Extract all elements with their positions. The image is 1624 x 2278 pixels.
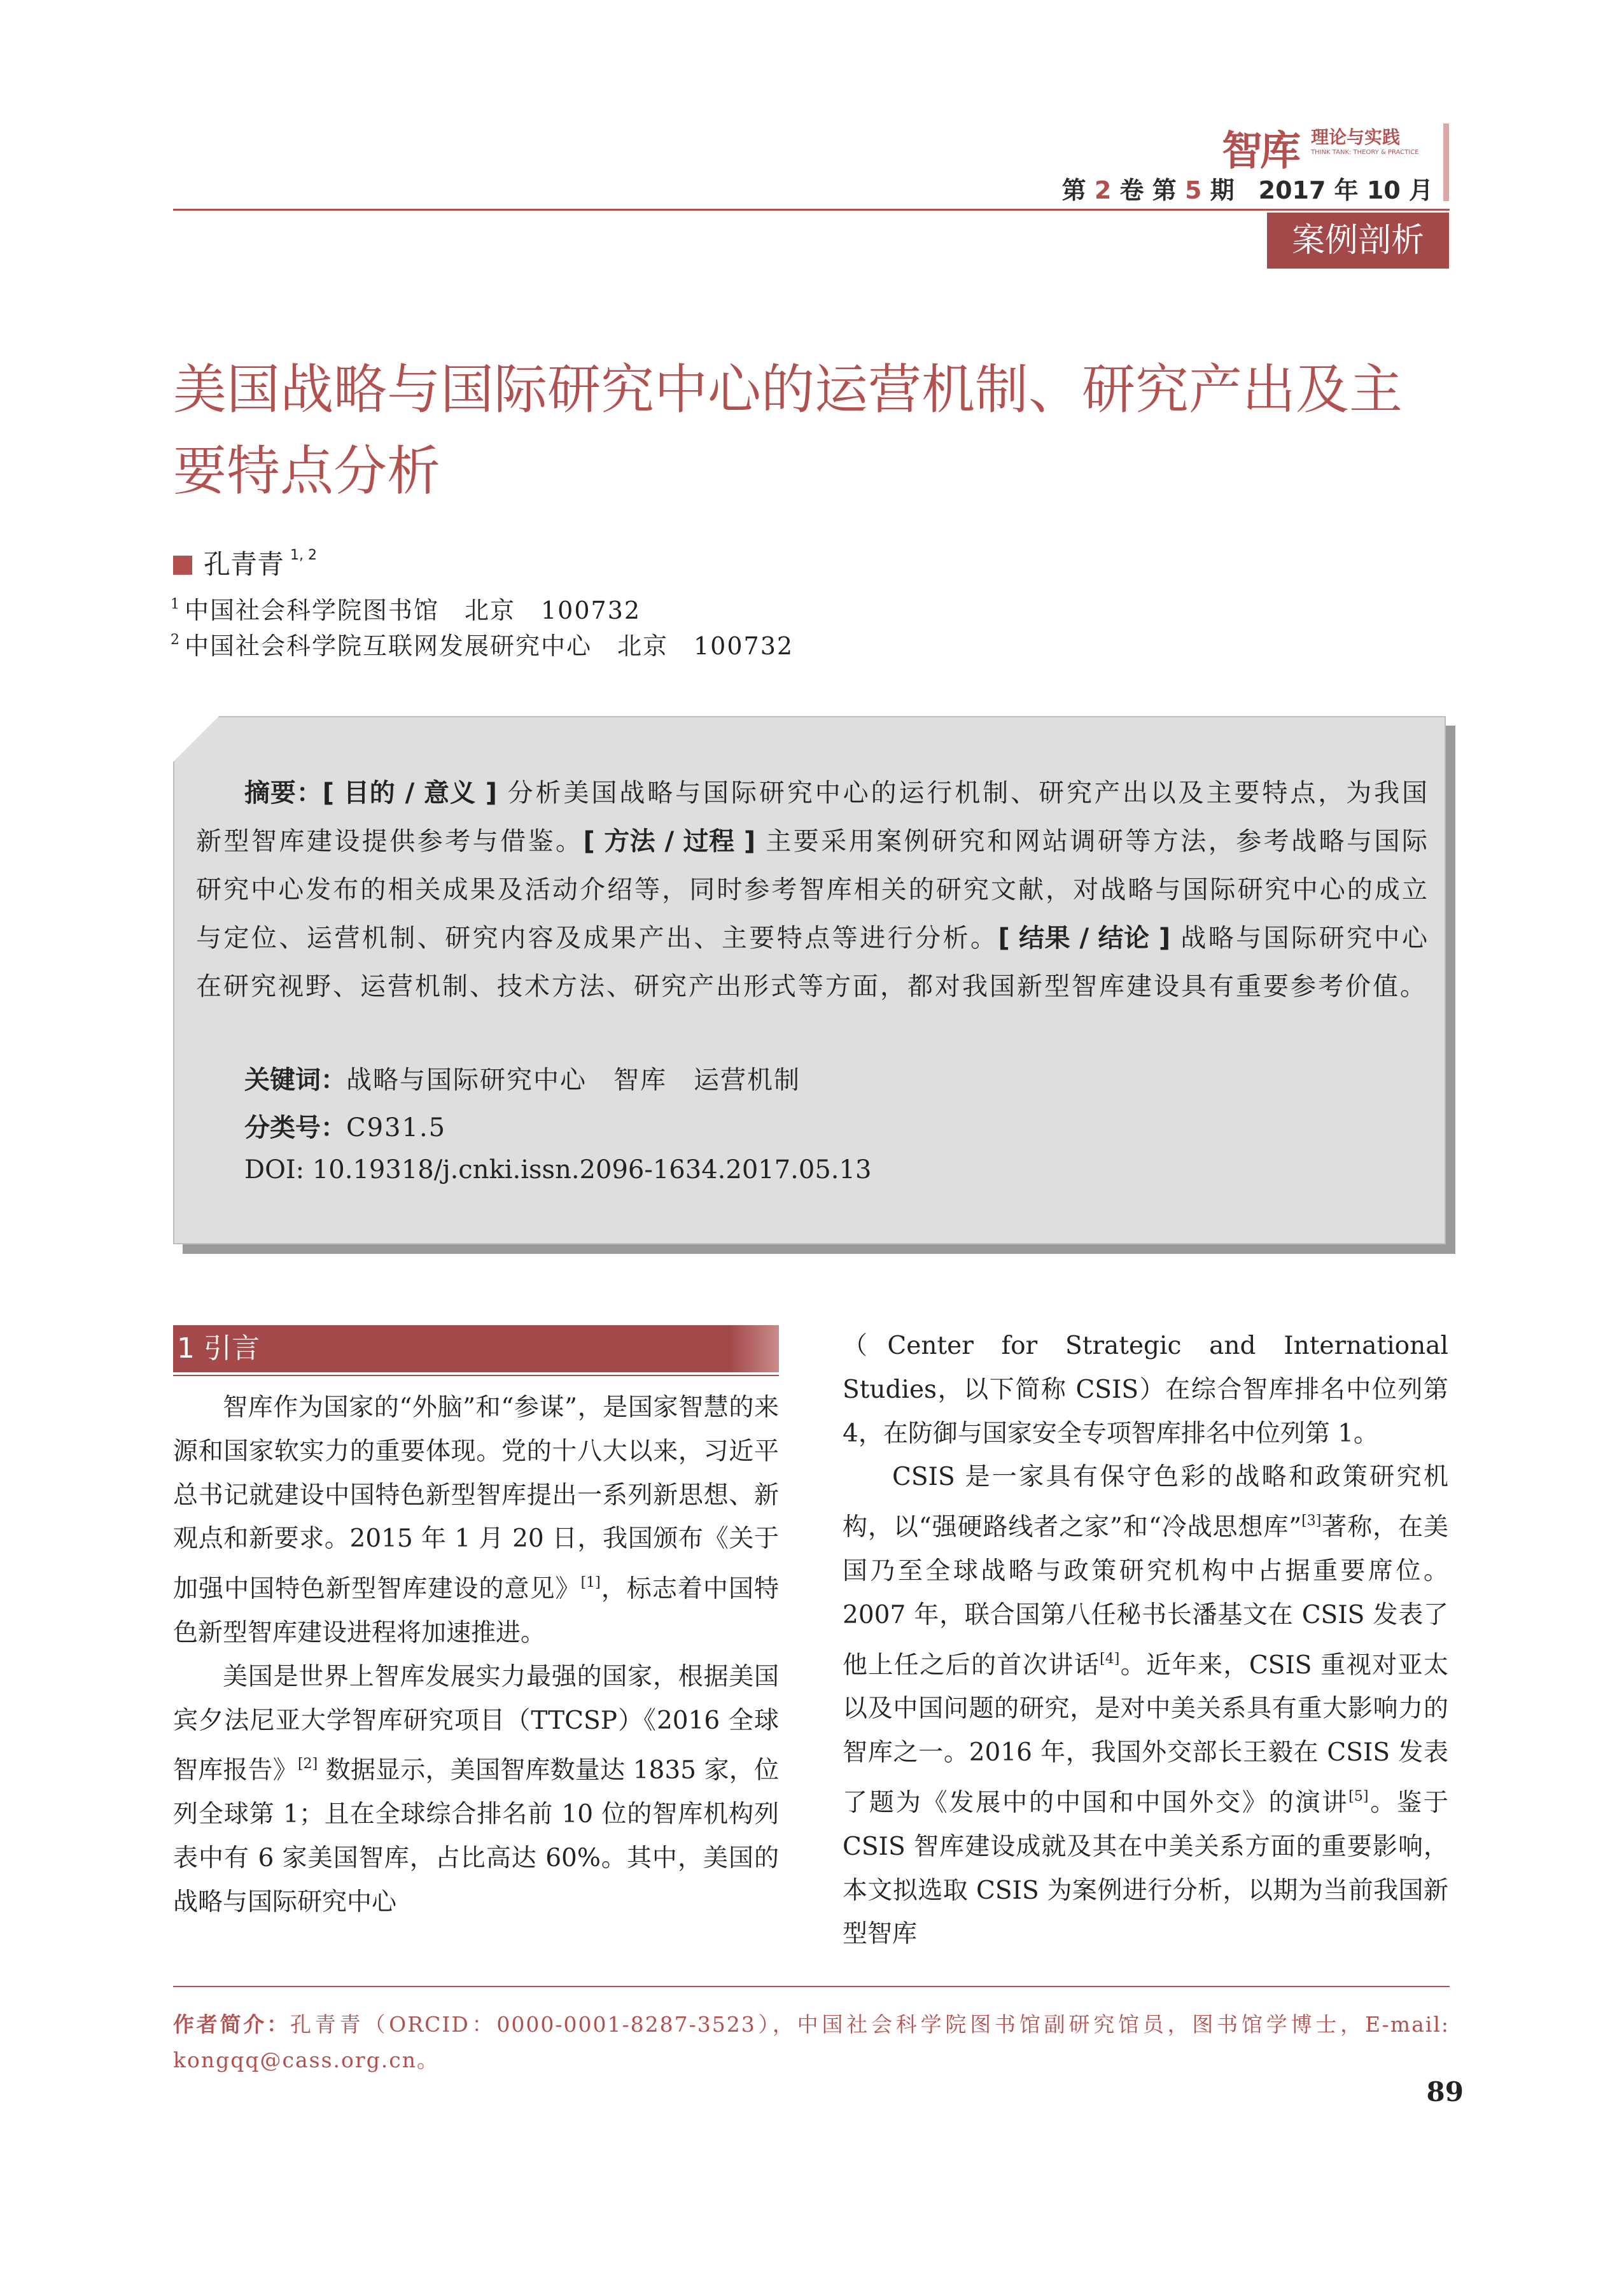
logo-english: THINK TANK: THEORY & PRACTICE: [1311, 149, 1419, 156]
author-name: 孔青青: [204, 549, 284, 580]
volume-number: 2: [1094, 176, 1112, 204]
issue-info: 第 2 卷 第 5 期 2017 年 10 月: [1061, 176, 1433, 204]
doi: DOI: 10.19318/j.cnki.issn.2096-1634.2017.05.13: [244, 1155, 872, 1185]
issue-number: 5: [1184, 176, 1202, 204]
author-affiliation-marks: 1, 2: [290, 547, 317, 563]
logo-subtitle: 理论与实践: [1311, 127, 1401, 148]
affiliation-2: $^2$ 中国社会科学院互联网发展研究中心 北京 100732: [171, 632, 794, 660]
author-bio-footnote: 作者简介：孔青青（ORCID：0000-0001-8287-3523），中国社会科学院图书馆副研究馆员，图书馆学博士，E-mail: kongqq@cass.org.cn。: [173, 2012, 1450, 2072]
paragraph: （Center for Strategic and International Studies，以下简称 CSIS）在综合智库排名中位列第 4，在防御与国家安全专项智库排名中位列第 1。: [843, 1332, 1448, 1448]
journal-logo: [1222, 117, 1438, 175]
footer-divider: [173, 1986, 1450, 1987]
reference-link[interactable]: [2]: [298, 1756, 318, 1773]
keywords: 关键词：战略与国际研究中心 智库 运营机制: [244, 1065, 801, 1095]
footnote-label: 作者简介：: [173, 2012, 290, 2037]
left-column: [173, 1386, 779, 1925]
paragraph: 美国是世界上智库发展实力最强的国家，根据美国宾夕法尼亚大学智库研究项目（TTCSP）《2016 全球智库报告》[2] 数据显示，美国智库数量达 1835 家，位列全球第 1；且在全球综合排名前 10 位的智库机构列表中有 6 家美国智库，占比高达 60%。其中，美国的战略与国际研究中心: [173, 1662, 779, 1916]
abstract-label: 摘要：: [244, 778, 323, 808]
affiliation-1: $^1$ 中国社会科学院图书馆 北京 100732: [171, 596, 641, 624]
logo-mark: 智库: [1222, 128, 1298, 175]
paragraph: 智库作为国家的“外脑”和“参谋”，是国家智慧的来源和国家软实力的重要体现。党的十八大以来，习近平总书记就建设中国特色新型智库提出一系列新思想、新观点和新要求。2015 年 1 月 20 日，我国颁布《关于加强中国特色新型智库建设的意见》[1]，标志着中国特色新型智库建设进程将加速推进。: [173, 1393, 779, 1647]
page-number: 89: [1426, 2076, 1464, 2107]
right-column: [843, 1325, 1448, 1957]
abstract-corner-cut: [173, 716, 219, 762]
header-accent-bar: [1443, 123, 1449, 201]
paragraph: CSIS 是一家具有保守色彩的战略和政策研究机构，以“强硬路线者之家”和“冷战思想库”[3]著称，在美国乃至全球战略与政策研究机构中占据重要席位。2007 年，联合国第八任秘书长潘基文在 CSIS 发表了他上任之后的首次讲话[4]。近年来，CSIS 重视对亚太以及中国问题的研究，是对中美关系具有重大影响力的智库之一。2016 年，我国外交部长王毅在 CSIS 发表了题为《发展中的中国和中国外交》的演讲[5]。鉴于 CSIS 智库建设成就及其在中美关系方面的重要影响，本文拟选取 CSIS 为案例进行分析，以期为当前我国新型智库: [843, 1463, 1448, 1949]
reference-link[interactable]: [4]: [1100, 1650, 1120, 1667]
section-heading: 1 引言: [173, 1325, 779, 1372]
reference-link[interactable]: [5]: [1348, 1788, 1369, 1804]
section-heading-rule: [173, 1375, 779, 1376]
classification: 分类号：C931.5: [244, 1113, 447, 1143]
abstract-text: 摘要：[ 目的 / 意义 ] 分析美国战略与国际研究中心的运行机制、研究产出以及主要特点，为我国新型智库建设提供参考与借鉴。[ 方法 / 过程 ] 主要采用案例研究和网站调研等方法，参考战略与国际研究中心发布的相关成果及活动介绍等，同时参考智库相关的研究文献，对战略与国际研究中心的成立与定位、运营机制、研究内容及成果产出、主要特点等进行分析。[ 结果 / 结论 ] 战略与国际研究中心在研究视野、运营机制、技术方法、研究产出形式等方面，都对我国新型智库建设具有重要参考价值。: [196, 778, 1430, 1001]
article-title: 美国战略与国际研究中心的运营机制、研究产出及主要特点分析: [173, 358, 1403, 502]
author-bullet-icon: [173, 556, 192, 575]
header-divider: [173, 209, 1450, 211]
section-badge: 案例剖析: [1267, 213, 1449, 269]
reference-link[interactable]: [3]: [1301, 1513, 1322, 1529]
author-line: [173, 544, 317, 582]
reference-link[interactable]: [1]: [580, 1575, 601, 1591]
